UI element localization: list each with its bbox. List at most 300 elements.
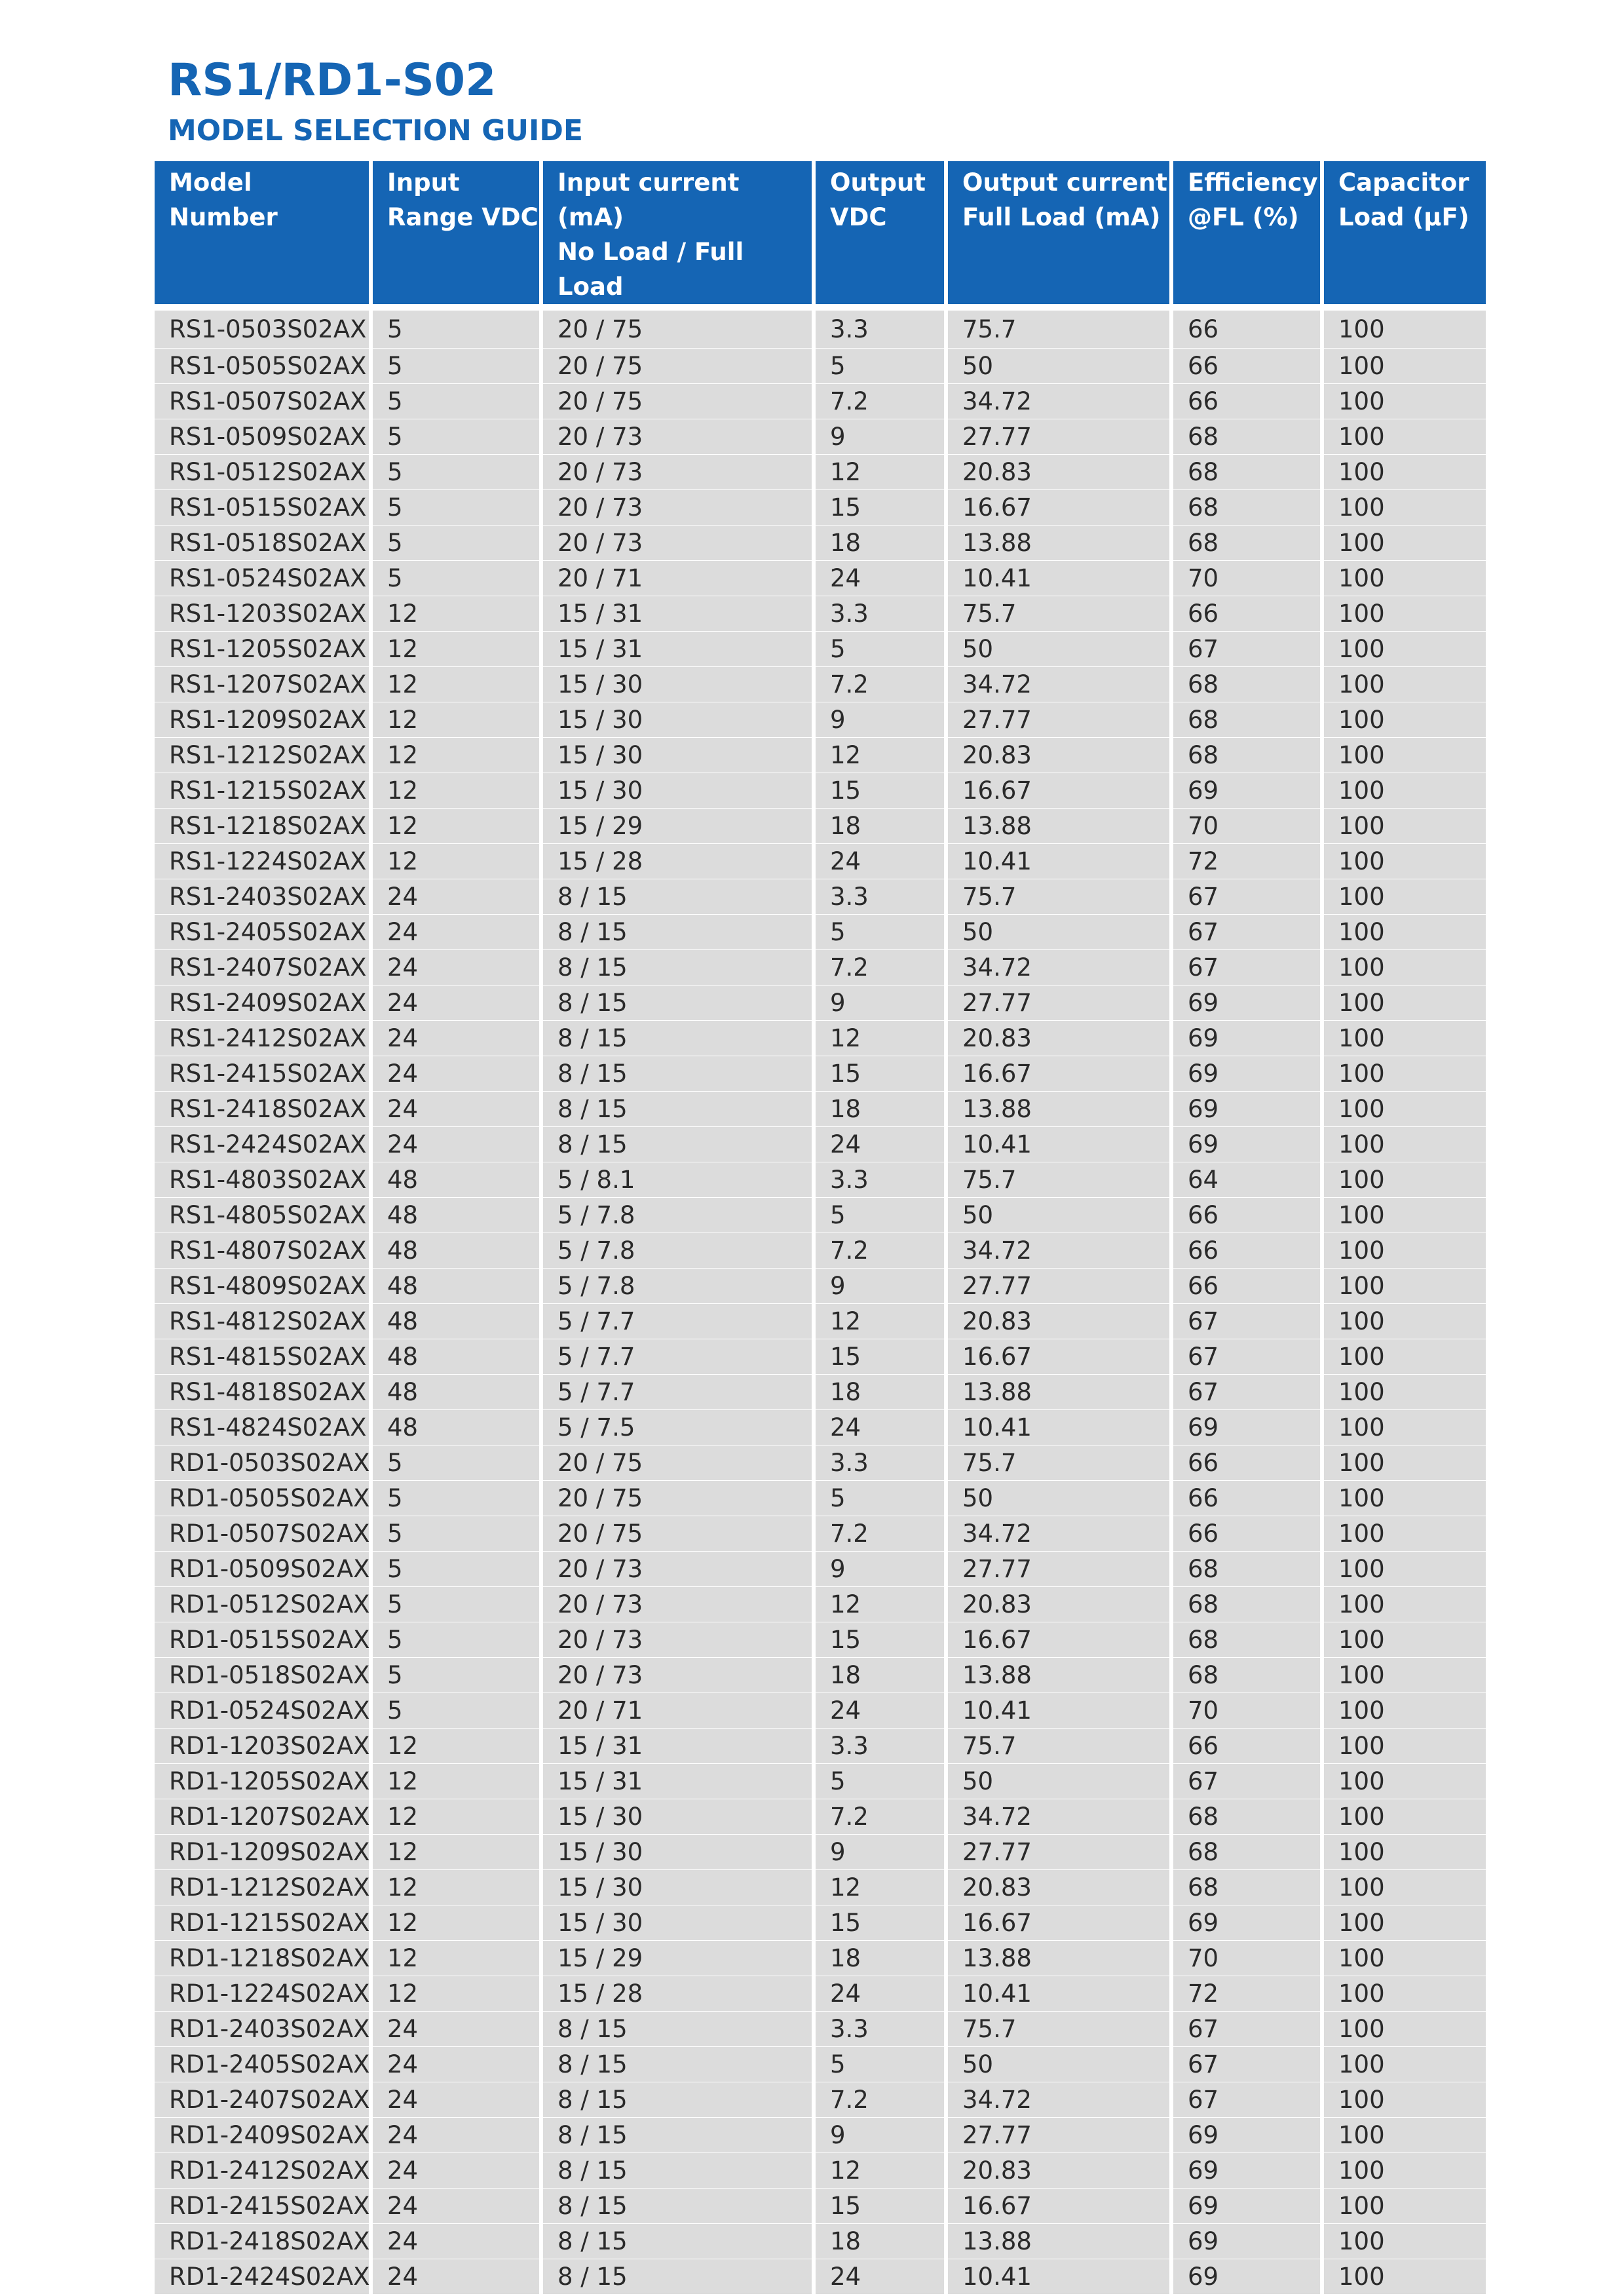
table-row: [155, 1976, 1486, 2011]
model-number-cell: RS1-0507S02AX: [155, 383, 371, 419]
input-range-cell: 12: [371, 631, 541, 666]
efficiency-cell: 66: [1171, 1480, 1322, 1516]
output-current-cell: 20.83: [946, 1586, 1171, 1622]
efficiency-cell: 69: [1171, 1409, 1322, 1445]
output-current-cell: 34.72: [946, 1799, 1171, 1834]
input-current-cell: 20 / 71: [541, 1693, 814, 1728]
input-range-cell: 48: [371, 1409, 541, 1445]
output-current-cell: 50: [946, 2046, 1171, 2082]
efficiency-cell: 72: [1171, 843, 1322, 879]
capacitor-load-cell: 100: [1322, 1339, 1486, 1374]
table-row: [155, 1940, 1486, 1976]
column-header-line: Capacitor: [1338, 168, 1469, 197]
input-range-cell: 24: [371, 1091, 541, 1126]
input-current-cell: 8 / 15: [541, 2259, 814, 2294]
output-vdc-cell: 5: [814, 1763, 946, 1799]
capacitor-load-cell: 100: [1322, 1693, 1486, 1728]
capacitor-load-cell: 100: [1322, 1869, 1486, 1905]
output-vdc-cell: 18: [814, 1940, 946, 1976]
table-row: [155, 560, 1486, 596]
input-current-cell: 20 / 73: [541, 419, 814, 454]
model-number-cell: RS1-0524S02AX: [155, 560, 371, 596]
model-number-cell: RS1-4809S02AX: [155, 1268, 371, 1303]
output-current-cell: 50: [946, 914, 1171, 949]
model-number-cell: RS1-2418S02AX: [155, 1091, 371, 1126]
input-range-cell: 24: [371, 1056, 541, 1091]
output-vdc-cell: 15: [814, 1056, 946, 1091]
input-range-cell: 12: [371, 843, 541, 879]
capacitor-load-cell: 100: [1322, 2223, 1486, 2259]
capacitor-load-cell: 100: [1322, 1480, 1486, 1516]
model-number-cell: RS1-2424S02AX: [155, 1126, 371, 1162]
model-number-cell: RS1-1224S02AX: [155, 843, 371, 879]
table-row: [155, 1869, 1486, 1905]
capacitor-load-cell: 100: [1322, 2011, 1486, 2046]
capacitor-load-cell: 100: [1322, 1445, 1486, 1480]
input-range-cell: 5: [371, 1657, 541, 1693]
capacitor-load-cell: 100: [1322, 1197, 1486, 1233]
efficiency-cell: 68: [1171, 737, 1322, 773]
output-vdc-cell: 15: [814, 489, 946, 525]
column-header-line: VDC: [830, 203, 887, 231]
input-current-cell: 5 / 7.8: [541, 1233, 814, 1268]
output-vdc-cell: 3.3: [814, 1162, 946, 1197]
output-vdc-cell: 12: [814, 737, 946, 773]
efficiency-cell: 68: [1171, 525, 1322, 560]
efficiency-cell: 66: [1171, 1516, 1322, 1551]
table-row: [155, 1056, 1486, 1091]
table-row: [155, 1020, 1486, 1056]
output-current-cell: 34.72: [946, 1233, 1171, 1268]
input-range-cell: 5: [371, 489, 541, 525]
efficiency-cell: 69: [1171, 1905, 1322, 1940]
capacitor-load-cell: 100: [1322, 2082, 1486, 2117]
input-current-cell: 8 / 15: [541, 2223, 814, 2259]
output-vdc-cell: 18: [814, 1374, 946, 1409]
input-current-cell: 20 / 75: [541, 1516, 814, 1551]
efficiency-cell: 68: [1171, 419, 1322, 454]
input-current-cell: 8 / 15: [541, 1020, 814, 1056]
input-range-cell: 48: [371, 1162, 541, 1197]
model-number-cell: RS1-0518S02AX: [155, 525, 371, 560]
model-number-cell: RS1-1205S02AX: [155, 631, 371, 666]
efficiency-cell: 69: [1171, 1091, 1322, 1126]
model-number-cell: RD1-1215S02AX: [155, 1905, 371, 1940]
model-number-cell: RS1-2415S02AX: [155, 1056, 371, 1091]
capacitor-load-cell: 100: [1322, 419, 1486, 454]
model-number-cell: RD1-1212S02AX: [155, 1869, 371, 1905]
input-current-cell: 15 / 30: [541, 1869, 814, 1905]
capacitor-load-cell: 100: [1322, 1976, 1486, 2011]
table-row: [155, 2259, 1486, 2294]
column-header-line: Efficiency: [1188, 168, 1318, 197]
input-current-cell: 15 / 30: [541, 1834, 814, 1869]
table-row: [155, 307, 1486, 348]
output-current-cell: 16.67: [946, 1622, 1171, 1657]
capacitor-load-cell: 100: [1322, 2152, 1486, 2188]
output-current-cell: 13.88: [946, 1374, 1171, 1409]
output-vdc-cell: 9: [814, 985, 946, 1020]
input-current-cell: 15 / 30: [541, 702, 814, 737]
table-row: [155, 1834, 1486, 1869]
table-row: [155, 2082, 1486, 2117]
output-vdc-cell: 5: [814, 348, 946, 383]
model-number-cell: RD1-2424S02AX: [155, 2259, 371, 2294]
output-current-cell: 20.83: [946, 2152, 1171, 2188]
model-number-cell: RD1-0518S02AX: [155, 1657, 371, 1693]
efficiency-cell: 67: [1171, 949, 1322, 985]
input-range-cell: 12: [371, 737, 541, 773]
table-row: [155, 1303, 1486, 1339]
output-current-cell: 16.67: [946, 773, 1171, 808]
model-number-cell: RD1-1207S02AX: [155, 1799, 371, 1834]
model-number-cell: RS1-1203S02AX: [155, 596, 371, 631]
output-vdc-cell: 5: [814, 1197, 946, 1233]
input-range-cell: 24: [371, 2046, 541, 2082]
model-number-cell: RS1-0505S02AX: [155, 348, 371, 383]
output-current-cell: 13.88: [946, 1091, 1171, 1126]
input-current-cell: 8 / 15: [541, 985, 814, 1020]
input-current-cell: 20 / 71: [541, 560, 814, 596]
output-vdc-cell: 5: [814, 1480, 946, 1516]
output-current-cell: 10.41: [946, 1409, 1171, 1445]
output-current-cell: 34.72: [946, 383, 1171, 419]
input-range-cell: 24: [371, 879, 541, 914]
input-range-cell: 5: [371, 454, 541, 489]
input-range-cell: 24: [371, 2223, 541, 2259]
table-row: [155, 1799, 1486, 1834]
capacitor-load-cell: 100: [1322, 1303, 1486, 1339]
capacitor-load-cell: 100: [1322, 1728, 1486, 1763]
output-current-cell: 27.77: [946, 1834, 1171, 1869]
table-row: [155, 914, 1486, 949]
column-header-line: Range VDC: [387, 203, 538, 231]
input-current-cell: 8 / 15: [541, 914, 814, 949]
efficiency-cell: 70: [1171, 1940, 1322, 1976]
table-row: [155, 1905, 1486, 1940]
output-vdc-cell: 9: [814, 1834, 946, 1869]
capacitor-load-cell: 100: [1322, 843, 1486, 879]
output-vdc-cell: 18: [814, 2223, 946, 2259]
efficiency-cell: 69: [1171, 2188, 1322, 2223]
input-current-cell: 15 / 31: [541, 596, 814, 631]
output-current-cell: 34.72: [946, 2082, 1171, 2117]
input-current-cell: 8 / 15: [541, 949, 814, 985]
capacitor-load-cell: 100: [1322, 1091, 1486, 1126]
output-vdc-cell: 12: [814, 454, 946, 489]
efficiency-cell: 66: [1171, 1233, 1322, 1268]
output-vdc-cell: 24: [814, 560, 946, 596]
output-vdc-cell: 3.3: [814, 879, 946, 914]
column-header-input-current: [541, 161, 814, 307]
output-current-cell: 34.72: [946, 666, 1171, 702]
input-range-cell: 48: [371, 1268, 541, 1303]
input-range-cell: 12: [371, 1834, 541, 1869]
input-current-cell: 20 / 75: [541, 1445, 814, 1480]
output-current-cell: 75.7: [946, 2011, 1171, 2046]
input-range-cell: 5: [371, 560, 541, 596]
output-vdc-cell: 24: [814, 1126, 946, 1162]
table-row: [155, 1374, 1486, 1409]
output-vdc-cell: 18: [814, 1657, 946, 1693]
output-current-cell: 20.83: [946, 1020, 1171, 1056]
input-current-cell: 20 / 73: [541, 1622, 814, 1657]
capacitor-load-cell: 100: [1322, 1233, 1486, 1268]
input-range-cell: 5: [371, 1693, 541, 1728]
input-range-cell: 12: [371, 1905, 541, 1940]
efficiency-cell: 64: [1171, 1162, 1322, 1197]
input-current-cell: 8 / 15: [541, 1126, 814, 1162]
input-range-cell: 12: [371, 702, 541, 737]
input-range-cell: 24: [371, 2117, 541, 2152]
capacitor-load-cell: 100: [1322, 454, 1486, 489]
input-current-cell: 15 / 30: [541, 1905, 814, 1940]
capacitor-load-cell: 100: [1322, 702, 1486, 737]
output-vdc-cell: 12: [814, 1303, 946, 1339]
capacitor-load-cell: 100: [1322, 2117, 1486, 2152]
table-row: [155, 1693, 1486, 1728]
output-current-cell: 27.77: [946, 1551, 1171, 1586]
table-row: [155, 1409, 1486, 1445]
output-vdc-cell: 15: [814, 1339, 946, 1374]
input-current-cell: 20 / 73: [541, 454, 814, 489]
efficiency-cell: 68: [1171, 1551, 1322, 1586]
input-current-cell: 20 / 73: [541, 489, 814, 525]
model-number-cell: RS1-2409S02AX: [155, 985, 371, 1020]
input-range-cell: 48: [371, 1374, 541, 1409]
table-row: [155, 454, 1486, 489]
capacitor-load-cell: 100: [1322, 1374, 1486, 1409]
table-row: [155, 1657, 1486, 1693]
column-header-line: Output current: [962, 168, 1167, 197]
column-header-line: Load (µF): [1338, 203, 1469, 231]
model-number-cell: RS1-4815S02AX: [155, 1339, 371, 1374]
capacitor-load-cell: 100: [1322, 560, 1486, 596]
output-current-cell: 10.41: [946, 560, 1171, 596]
efficiency-cell: 67: [1171, 2082, 1322, 2117]
model-number-cell: RS1-4805S02AX: [155, 1197, 371, 1233]
efficiency-cell: 67: [1171, 914, 1322, 949]
output-current-cell: 16.67: [946, 2188, 1171, 2223]
capacitor-load-cell: 100: [1322, 348, 1486, 383]
capacitor-load-cell: 100: [1322, 307, 1486, 348]
output-current-cell: 10.41: [946, 2259, 1171, 2294]
input-range-cell: 5: [371, 1516, 541, 1551]
input-range-cell: 12: [371, 1869, 541, 1905]
output-vdc-cell: 15: [814, 1905, 946, 1940]
capacitor-load-cell: 100: [1322, 737, 1486, 773]
output-vdc-cell: 7.2: [814, 949, 946, 985]
input-current-cell: 20 / 73: [541, 1551, 814, 1586]
table-row: [155, 1516, 1486, 1551]
efficiency-cell: 68: [1171, 1799, 1322, 1834]
page-title: RS1/RD1-S02: [168, 54, 497, 106]
efficiency-cell: 68: [1171, 1834, 1322, 1869]
input-range-cell: 5: [371, 1551, 541, 1586]
input-current-cell: 15 / 30: [541, 773, 814, 808]
model-number-cell: RS1-1218S02AX: [155, 808, 371, 843]
output-vdc-cell: 7.2: [814, 383, 946, 419]
input-current-cell: 5 / 7.7: [541, 1303, 814, 1339]
output-vdc-cell: 24: [814, 843, 946, 879]
model-number-cell: RS1-2407S02AX: [155, 949, 371, 985]
table-row: [155, 2117, 1486, 2152]
input-current-cell: 15 / 30: [541, 666, 814, 702]
table-row: [155, 2188, 1486, 2223]
efficiency-cell: 70: [1171, 560, 1322, 596]
input-current-cell: 8 / 15: [541, 2152, 814, 2188]
capacitor-load-cell: 100: [1322, 773, 1486, 808]
table-row: [155, 879, 1486, 914]
input-current-cell: 8 / 15: [541, 2188, 814, 2223]
output-current-cell: 13.88: [946, 808, 1171, 843]
output-vdc-cell: 15: [814, 2188, 946, 2223]
output-vdc-cell: 15: [814, 1622, 946, 1657]
efficiency-cell: 69: [1171, 1020, 1322, 1056]
output-vdc-cell: 24: [814, 1693, 946, 1728]
input-current-cell: 8 / 15: [541, 1091, 814, 1126]
input-range-cell: 5: [371, 1622, 541, 1657]
output-current-cell: 50: [946, 1480, 1171, 1516]
output-vdc-cell: 12: [814, 1869, 946, 1905]
output-current-cell: 10.41: [946, 1693, 1171, 1728]
capacitor-load-cell: 100: [1322, 1268, 1486, 1303]
input-range-cell: 12: [371, 1976, 541, 2011]
model-number-cell: RD1-2403S02AX: [155, 2011, 371, 2046]
capacitor-load-cell: 100: [1322, 1622, 1486, 1657]
output-current-cell: 16.67: [946, 1056, 1171, 1091]
output-current-cell: 75.7: [946, 879, 1171, 914]
efficiency-cell: 67: [1171, 631, 1322, 666]
model-number-cell: RD1-0503S02AX: [155, 1445, 371, 1480]
model-number-cell: RD1-1224S02AX: [155, 1976, 371, 2011]
output-current-cell: 75.7: [946, 1162, 1171, 1197]
table-header: [155, 161, 1486, 307]
capacitor-load-cell: 100: [1322, 949, 1486, 985]
input-current-cell: 5 / 7.8: [541, 1268, 814, 1303]
efficiency-cell: 66: [1171, 1268, 1322, 1303]
input-range-cell: 5: [371, 419, 541, 454]
table-row: [155, 1162, 1486, 1197]
table-row: [155, 2046, 1486, 2082]
model-number-cell: RD1-0505S02AX: [155, 1480, 371, 1516]
model-number-cell: RS1-4803S02AX: [155, 1162, 371, 1197]
output-vdc-cell: 7.2: [814, 1233, 946, 1268]
table-row: [155, 1728, 1486, 1763]
column-header-efficiency: [1171, 161, 1322, 307]
output-current-cell: 10.41: [946, 1976, 1171, 2011]
input-range-cell: 24: [371, 1020, 541, 1056]
input-range-cell: 48: [371, 1339, 541, 1374]
output-vdc-cell: 24: [814, 1976, 946, 2011]
model-number-cell: RD1-1203S02AX: [155, 1728, 371, 1763]
capacitor-load-cell: 100: [1322, 1940, 1486, 1976]
capacitor-load-cell: 100: [1322, 879, 1486, 914]
table-row: [155, 2011, 1486, 2046]
output-vdc-cell: 5: [814, 2046, 946, 2082]
column-header-capacitor-load: [1322, 161, 1486, 307]
model-number-cell: RS1-2405S02AX: [155, 914, 371, 949]
output-vdc-cell: 18: [814, 808, 946, 843]
output-current-cell: 50: [946, 1197, 1171, 1233]
input-range-cell: 24: [371, 2011, 541, 2046]
capacitor-load-cell: 100: [1322, 985, 1486, 1020]
efficiency-cell: 66: [1171, 1728, 1322, 1763]
efficiency-cell: 68: [1171, 1657, 1322, 1693]
table-row: [155, 348, 1486, 383]
model-number-cell: RD1-2409S02AX: [155, 2117, 371, 2152]
input-current-cell: 20 / 73: [541, 525, 814, 560]
output-current-cell: 27.77: [946, 1268, 1171, 1303]
model-number-cell: RD1-0512S02AX: [155, 1586, 371, 1622]
table-row: [155, 383, 1486, 419]
input-current-cell: 15 / 30: [541, 737, 814, 773]
input-current-cell: 15 / 28: [541, 1976, 814, 2011]
table-row: [155, 1551, 1486, 1586]
output-vdc-cell: 5: [814, 631, 946, 666]
input-range-cell: 12: [371, 1799, 541, 1834]
input-range-cell: 5: [371, 525, 541, 560]
output-vdc-cell: 7.2: [814, 1799, 946, 1834]
capacitor-load-cell: 100: [1322, 1834, 1486, 1869]
input-current-cell: 15 / 31: [541, 1763, 814, 1799]
output-vdc-cell: 3.3: [814, 1728, 946, 1763]
column-header-model-number: [155, 161, 371, 307]
input-range-cell: 12: [371, 1728, 541, 1763]
input-range-cell: 12: [371, 1763, 541, 1799]
table-row: [155, 1622, 1486, 1657]
model-number-cell: RS1-0512S02AX: [155, 454, 371, 489]
output-current-cell: 50: [946, 631, 1171, 666]
table-row: [155, 1197, 1486, 1233]
input-range-cell: 12: [371, 808, 541, 843]
table-row: [155, 596, 1486, 631]
output-current-cell: 75.7: [946, 307, 1171, 348]
model-number-cell: RD1-1205S02AX: [155, 1763, 371, 1799]
output-current-cell: 27.77: [946, 419, 1171, 454]
capacitor-load-cell: 100: [1322, 666, 1486, 702]
output-current-cell: 16.67: [946, 1905, 1171, 1940]
input-range-cell: 24: [371, 1126, 541, 1162]
model-number-cell: RS1-1207S02AX: [155, 666, 371, 702]
output-current-cell: 13.88: [946, 1657, 1171, 1693]
output-current-cell: 16.67: [946, 489, 1171, 525]
capacitor-load-cell: 100: [1322, 631, 1486, 666]
output-current-cell: 27.77: [946, 985, 1171, 1020]
input-current-cell: 5 / 7.8: [541, 1197, 814, 1233]
output-vdc-cell: 12: [814, 2152, 946, 2188]
efficiency-cell: 67: [1171, 2011, 1322, 2046]
table-row: [155, 843, 1486, 879]
capacitor-load-cell: 100: [1322, 1162, 1486, 1197]
input-range-cell: 12: [371, 773, 541, 808]
model-number-cell: RD1-2412S02AX: [155, 2152, 371, 2188]
output-vdc-cell: 3.3: [814, 1445, 946, 1480]
input-range-cell: 48: [371, 1233, 541, 1268]
capacitor-load-cell: 100: [1322, 1516, 1486, 1551]
capacitor-load-cell: 100: [1322, 1905, 1486, 1940]
input-range-cell: 24: [371, 985, 541, 1020]
model-number-cell: RD1-2407S02AX: [155, 2082, 371, 2117]
output-vdc-cell: 9: [814, 1551, 946, 1586]
efficiency-cell: 68: [1171, 454, 1322, 489]
output-current-cell: 13.88: [946, 525, 1171, 560]
output-current-cell: 75.7: [946, 1445, 1171, 1480]
input-range-cell: 24: [371, 2152, 541, 2188]
input-range-cell: 24: [371, 2082, 541, 2117]
capacitor-load-cell: 100: [1322, 1409, 1486, 1445]
output-vdc-cell: 15: [814, 773, 946, 808]
